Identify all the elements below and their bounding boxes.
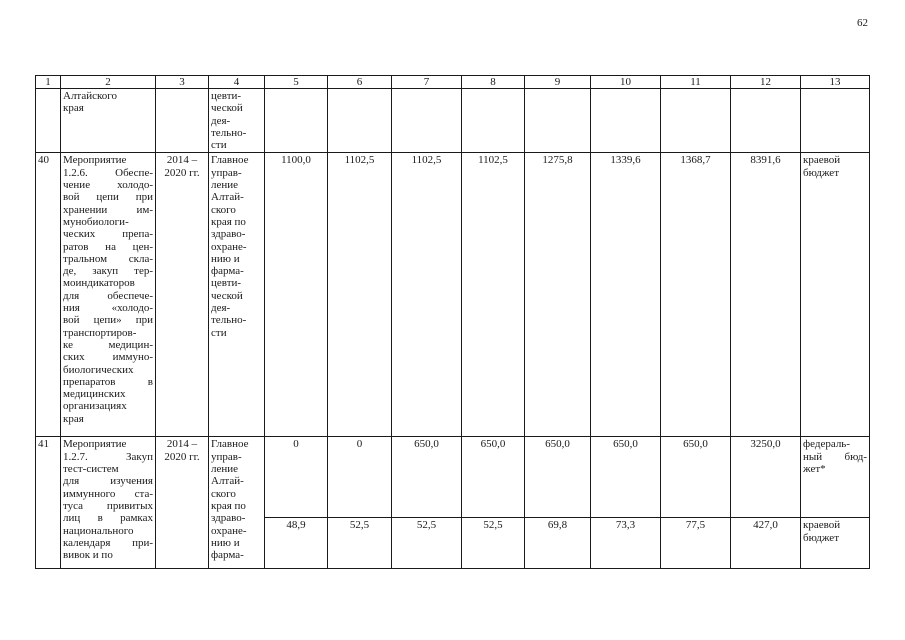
value-2018: 650,0 (525, 437, 591, 518)
cell-line: тельно- (211, 126, 247, 139)
value-2020: 1368,7 (661, 153, 731, 437)
cell-empty (328, 89, 392, 153)
cell-line: организациях (63, 400, 127, 413)
header-cell: 5 (265, 76, 328, 89)
cell-empty (731, 89, 801, 153)
cell-line: хранении им- (63, 203, 153, 216)
value-2014: 1100,0 (265, 153, 328, 437)
value-2014: 0 (265, 437, 328, 518)
cell-line: Алтайского (63, 90, 118, 102)
cell-line: биологических (63, 363, 134, 376)
header-cell: 1 (36, 76, 61, 89)
budget-table (35, 75, 870, 569)
cell-line: Главное (211, 154, 249, 167)
funding-source (801, 437, 870, 518)
cell-line: цевти- (211, 277, 242, 290)
cell-line: сти (211, 139, 227, 152)
cell-line: Главное (211, 438, 249, 451)
value-2016: 52,5 (392, 518, 462, 569)
cell-line: вой цепи» при (63, 314, 153, 327)
value-2017: 1102,5 (462, 153, 525, 437)
table-row (36, 153, 870, 437)
cell-empty (591, 89, 661, 153)
cell-empty (801, 89, 870, 153)
header-cell: 12 (731, 76, 801, 89)
measure-name (61, 437, 156, 569)
row-number: 41 (36, 437, 61, 569)
cell-line: ратов на цен- (63, 240, 153, 253)
value-2016: 1102,5 (392, 153, 462, 437)
header-row (36, 76, 870, 89)
value-2015: 0 (328, 437, 392, 518)
header-cell: 9 (525, 76, 591, 89)
row-number: 40 (36, 153, 61, 437)
cell-line: ческих препа- (63, 228, 153, 241)
period (156, 153, 209, 437)
cell-line: ского (211, 203, 236, 216)
cell-line: охране- (211, 524, 247, 537)
table-row (36, 437, 870, 518)
cell-line: края (63, 412, 84, 425)
continuation-executor (209, 89, 265, 153)
cell-line: нию и (211, 536, 240, 549)
cell-line: бюджет (803, 531, 839, 544)
header-cell: 10 (591, 76, 661, 89)
cell-line: здраво- (211, 228, 246, 241)
cell-line: препаратов в (63, 375, 153, 388)
value-2018: 1275,8 (525, 153, 591, 437)
cell-line: сти (211, 326, 227, 339)
cell-empty (462, 89, 525, 153)
value-2017: 650,0 (462, 437, 525, 518)
funding-source (801, 518, 870, 569)
value-2019: 1339,6 (591, 153, 661, 437)
cell-line: де, закуп тер- (63, 265, 153, 278)
cell-line: краевой (803, 519, 841, 532)
cell-empty (36, 89, 61, 153)
period (156, 437, 209, 569)
cell-line: федераль- (803, 438, 850, 451)
header-cell: 4 (209, 76, 265, 89)
header-cell: 6 (328, 76, 392, 89)
cell-line: охране- (211, 240, 247, 253)
cell-line: транспортиров- (63, 326, 137, 339)
header-cell: 13 (801, 76, 870, 89)
cell-line: 1.2.6. Обеспе- (63, 166, 153, 179)
cell-line: управ- (211, 450, 242, 463)
value-total: 3250,0 (731, 437, 801, 518)
cell-line: вивок и по (63, 549, 113, 562)
cell-line: дея- (211, 302, 231, 315)
cell-line: здраво- (211, 512, 246, 525)
cell-line: края по (211, 215, 246, 228)
page-number: 62 (857, 17, 868, 29)
cell-line: 2014 – (166, 154, 198, 167)
value-2016: 650,0 (392, 437, 462, 518)
cell-line: 1.2.7. Закуп (63, 450, 153, 463)
value-2014: 48,9 (265, 518, 328, 569)
cell-empty (156, 89, 209, 153)
header-cell: 2 (61, 76, 156, 89)
cell-line: тест-систем (63, 463, 119, 476)
cell-line: ческой (211, 102, 243, 115)
cell-line: ского (211, 487, 236, 500)
cell-line: краевой (803, 154, 841, 167)
cell-line: края по (211, 499, 246, 512)
cell-line: дея- (211, 114, 231, 127)
cell-line: вой цепи при (63, 191, 153, 204)
cell-line: Алтай- (211, 191, 244, 204)
cell-line: 2020 гг. (164, 450, 200, 463)
cell-line: национального (63, 524, 134, 537)
cell-line: 2020 гг. (164, 166, 200, 179)
continuation-row (36, 89, 870, 153)
executor (209, 437, 265, 569)
cell-line: мунобиологи- (63, 215, 129, 228)
cell-line: ление (211, 179, 239, 192)
cell-line: Мероприятие (63, 438, 127, 451)
cell-line: Алтай- (211, 475, 244, 488)
cell-line: Мероприятие (63, 154, 127, 167)
executor (209, 153, 265, 437)
header-cell: 3 (156, 76, 209, 89)
cell-empty (525, 89, 591, 153)
value-2020: 77,5 (661, 518, 731, 569)
value-2017: 52,5 (462, 518, 525, 569)
cell-line: нию и (211, 252, 240, 265)
cell-line: тельно- (211, 314, 247, 327)
cell-line: для изучения (63, 475, 153, 488)
continuation-name (61, 89, 156, 153)
cell-line: ских иммуно- (63, 351, 153, 364)
cell-line: цевти- (211, 90, 242, 102)
cell-line: для обеспече- (63, 289, 153, 302)
cell-line: 2014 – (166, 438, 198, 451)
cell-line: края (63, 102, 84, 115)
header-cell: 11 (661, 76, 731, 89)
cell-line: жет* (803, 463, 826, 476)
cell-empty (265, 89, 328, 153)
value-2015: 1102,5 (328, 153, 392, 437)
funding-source (801, 153, 870, 437)
value-total: 8391,6 (731, 153, 801, 437)
cell-line: моиндикаторов (63, 277, 135, 290)
value-2019: 650,0 (591, 437, 661, 518)
cell-line: фарма- (211, 265, 244, 278)
cell-line: ния «холодо- (63, 302, 153, 315)
header-cell: 8 (462, 76, 525, 89)
value-2019: 73,3 (591, 518, 661, 569)
cell-line: фарма- (211, 549, 244, 562)
cell-line: ление (211, 463, 239, 476)
header-cell: 7 (392, 76, 462, 89)
cell-line: туса привитых (63, 499, 153, 512)
value-total: 427,0 (731, 518, 801, 569)
cell-empty (661, 89, 731, 153)
cell-line: управ- (211, 166, 242, 179)
cell-line: иммунного ста- (63, 487, 153, 500)
cell-line: лиц в рамках (63, 512, 153, 525)
cell-empty (392, 89, 462, 153)
cell-line: чение холодо- (63, 179, 153, 192)
cell-line: календаря при- (63, 536, 153, 549)
value-2015: 52,5 (328, 518, 392, 569)
cell-line: бюджет (803, 166, 839, 179)
value-2018: 69,8 (525, 518, 591, 569)
measure-name (61, 153, 156, 437)
cell-line: ческой (211, 289, 243, 302)
cell-line: тральном скла- (63, 252, 153, 265)
cell-line: ке медицин- (63, 338, 153, 351)
cell-line: ный бюд- (803, 450, 867, 463)
value-2020: 650,0 (661, 437, 731, 518)
cell-line: медицинских (63, 388, 126, 401)
